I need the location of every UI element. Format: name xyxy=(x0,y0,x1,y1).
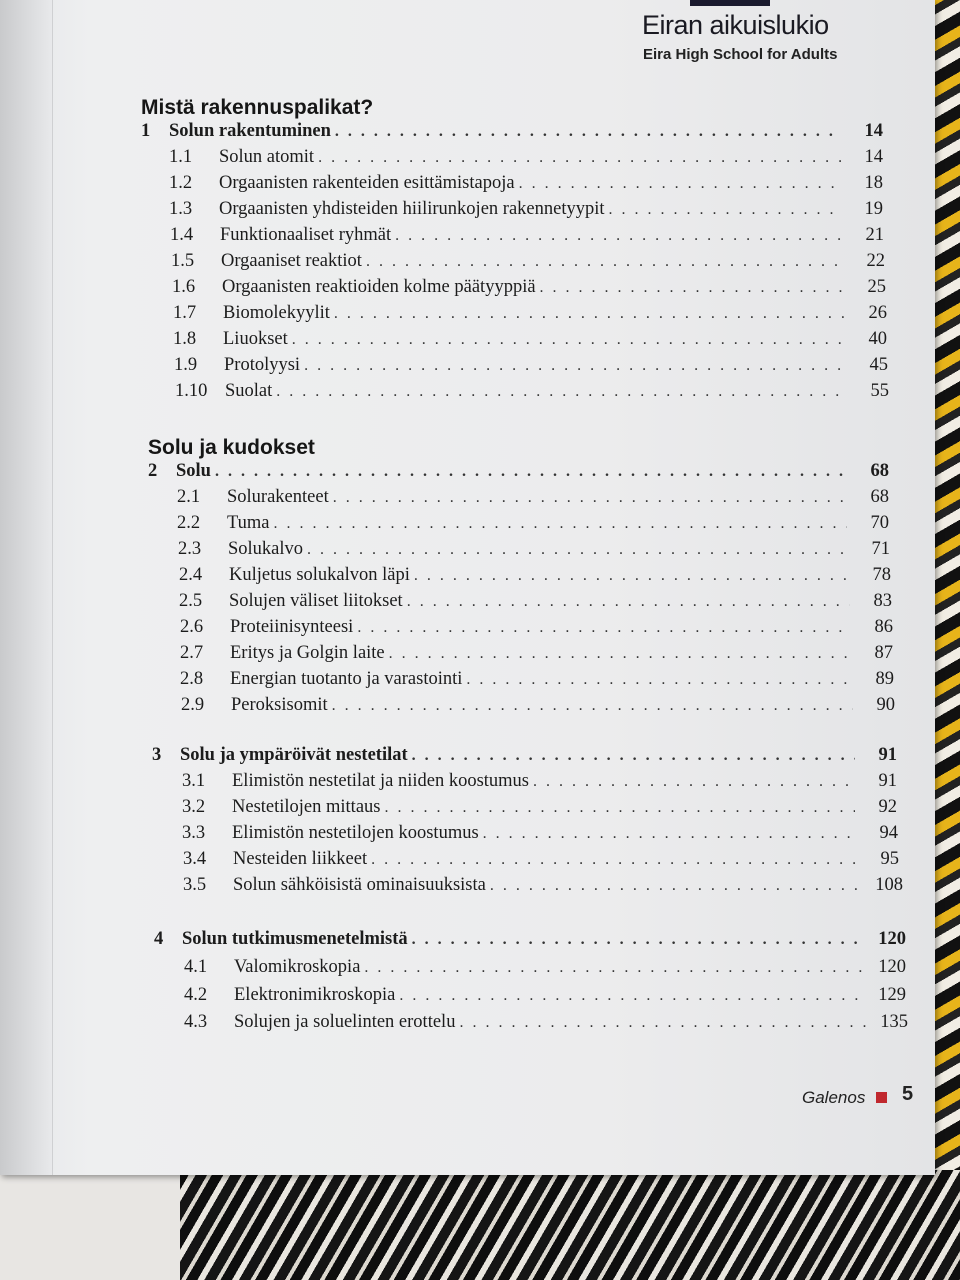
toc-entry-row[interactable] xyxy=(178,539,890,565)
entry-number: 2 xyxy=(148,461,158,481)
leader-dots xyxy=(335,123,841,141)
leader-dots xyxy=(357,619,851,637)
leader-dots xyxy=(395,227,842,245)
entry-number: 1.2 xyxy=(169,173,193,193)
entry-number: 4.2 xyxy=(184,985,208,1005)
toc-entry-row[interactable] xyxy=(182,797,897,823)
toc-entry-row[interactable] xyxy=(183,849,899,875)
entry-number: 3.3 xyxy=(182,823,206,843)
entry-page: 68 xyxy=(870,487,889,507)
entry-page: 94 xyxy=(879,823,898,843)
leader-dots xyxy=(318,149,841,167)
toc-chapter-row[interactable] xyxy=(148,461,889,487)
entry-page: 71 xyxy=(871,539,890,559)
entry-label: Suolat xyxy=(225,381,273,401)
leader-dots xyxy=(334,305,845,323)
leader-dots xyxy=(276,383,847,401)
entry-page: 25 xyxy=(867,277,886,297)
entry-label: Valomikroskopia xyxy=(234,957,361,977)
entry-page: 19 xyxy=(864,199,883,219)
entry-number: 1.3 xyxy=(169,199,193,219)
entry-label: Nesteiden liikkeet xyxy=(233,849,368,869)
entry-label: Solun tutkimusmenetelmistä xyxy=(182,929,408,949)
entry-number: 2.5 xyxy=(179,591,203,611)
entry-number: 4.3 xyxy=(184,1012,208,1032)
entry-page: 129 xyxy=(878,985,906,1005)
leader-dots xyxy=(274,515,847,533)
entry-page: 78 xyxy=(872,565,891,585)
leader-dots xyxy=(412,931,864,949)
fabric-background-bottom xyxy=(180,1170,960,1280)
entry-page: 89 xyxy=(875,669,894,689)
entry-label: Funktionaaliset ryhmät xyxy=(220,225,392,245)
entry-number: 1 xyxy=(141,121,151,141)
entry-number: 3.5 xyxy=(183,875,207,895)
toc-entry-row[interactable] xyxy=(184,985,906,1011)
logo-subtitle: Eira High School for Adults xyxy=(643,46,838,63)
leader-dots xyxy=(292,331,845,349)
entry-number: 1.6 xyxy=(172,277,196,297)
entry-label: Biomolekyylit xyxy=(223,303,330,323)
entry-label: Kuljetus solukalvon läpi xyxy=(229,565,410,585)
logo-mark xyxy=(690,0,770,6)
leader-dots xyxy=(389,645,851,663)
entry-page: 91 xyxy=(878,745,897,765)
page-gutter xyxy=(0,0,53,1175)
entry-number: 3.1 xyxy=(182,771,206,791)
leader-dots xyxy=(364,959,864,977)
entry-page: 45 xyxy=(869,355,888,375)
toc-entry-row[interactable] xyxy=(180,617,893,643)
toc-entry-row[interactable] xyxy=(182,771,897,797)
leader-dots xyxy=(414,567,849,585)
leader-dots xyxy=(307,541,848,559)
entry-label: Liuokset xyxy=(223,329,288,349)
entry-number: 2.8 xyxy=(180,669,204,689)
entry-page: 26 xyxy=(868,303,887,323)
leader-dots xyxy=(215,463,847,481)
toc-entry-row[interactable] xyxy=(171,251,885,277)
entry-number: 2.6 xyxy=(180,617,204,637)
entry-number: 1.5 xyxy=(171,251,195,271)
entry-page: 83 xyxy=(873,591,892,611)
entry-label: Protolyysi xyxy=(224,355,301,375)
entry-page: 14 xyxy=(864,147,883,167)
entry-page: 40 xyxy=(868,329,887,349)
entry-label: Solujen ja soluelinten erottelu xyxy=(234,1012,456,1032)
leader-dots xyxy=(407,593,850,611)
toc-entry-row[interactable] xyxy=(169,147,883,173)
entry-number: 2.4 xyxy=(179,565,203,585)
entry-page: 68 xyxy=(870,461,889,481)
entry-page: 90 xyxy=(876,695,895,715)
entry-label: Solun sähköisistä ominaisuuksista xyxy=(233,875,486,895)
toc-entry-row[interactable] xyxy=(179,591,892,617)
entry-label: Elektronimikroskopia xyxy=(234,985,396,1005)
leader-dots xyxy=(385,799,856,817)
entry-label: Solun rakentuminen xyxy=(169,121,331,141)
leader-dots xyxy=(466,671,852,689)
toc-chapter-row[interactable] xyxy=(141,121,883,147)
leader-dots xyxy=(459,1014,866,1032)
leader-dots xyxy=(519,175,841,193)
entry-page: 70 xyxy=(870,513,889,533)
entry-label: Solu ja ympäröivät nestetilat xyxy=(180,745,408,765)
leader-dots xyxy=(332,697,853,715)
entry-number: 4.1 xyxy=(184,957,208,977)
entry-page: 55 xyxy=(870,381,889,401)
leader-dots xyxy=(371,851,857,869)
toc-entry-row[interactable] xyxy=(181,695,895,721)
entry-number: 1.4 xyxy=(170,225,194,245)
entry-label: Peroksisomit xyxy=(231,695,328,715)
toc-entry-row[interactable] xyxy=(169,199,883,225)
toc-chapter-row[interactable] xyxy=(152,745,897,771)
toc-entry-row[interactable] xyxy=(179,565,891,591)
leader-dots xyxy=(333,489,847,507)
entry-number: 2.7 xyxy=(180,643,204,663)
entry-number: 2.9 xyxy=(181,695,205,715)
entry-page: 135 xyxy=(880,1012,908,1032)
toc-chapter-row[interactable] xyxy=(154,929,906,955)
entry-page: 108 xyxy=(875,875,903,895)
entry-page: 14 xyxy=(864,121,883,141)
leader-dots xyxy=(540,279,844,297)
entry-page: 92 xyxy=(878,797,897,817)
toc-entry-row[interactable] xyxy=(177,513,889,539)
toc-entry-row[interactable] xyxy=(174,355,888,381)
entry-page: 87 xyxy=(874,643,893,663)
toc-entry-row[interactable] xyxy=(184,1012,908,1038)
entry-page: 86 xyxy=(874,617,893,637)
entry-number: 1.9 xyxy=(174,355,198,375)
entry-label: Solu xyxy=(176,461,211,481)
leader-dots xyxy=(412,747,855,765)
toc-entry-row[interactable] xyxy=(180,669,894,695)
toc-entry-row[interactable] xyxy=(184,957,906,983)
toc-entry-row[interactable] xyxy=(172,277,886,303)
leader-dots xyxy=(490,877,861,895)
section-title: Solu ja kudokset xyxy=(148,436,315,459)
entry-number: 1.1 xyxy=(169,147,193,167)
entry-label: Nestetilojen mittaus xyxy=(232,797,381,817)
entry-label: Tuma xyxy=(227,513,270,533)
entry-page: 21 xyxy=(865,225,884,245)
entry-label: Solujen väliset liitokset xyxy=(229,591,403,611)
entry-page: 18 xyxy=(864,173,883,193)
section-title: Mistä rakennuspalikat? xyxy=(141,96,374,119)
toc-entry-row[interactable] xyxy=(175,381,889,407)
entry-page: 120 xyxy=(878,929,906,949)
accent-square-icon xyxy=(876,1092,887,1103)
entry-number: 3 xyxy=(152,745,162,765)
leader-dots xyxy=(609,201,841,219)
entry-label: Solurakenteet xyxy=(227,487,329,507)
entry-page: 95 xyxy=(880,849,899,869)
entry-label: Orgaanisten reaktioiden kolme päätyyppiä xyxy=(222,277,536,297)
entry-label: Eritys ja Golgin laite xyxy=(230,643,385,663)
entry-number: 2.2 xyxy=(177,513,201,533)
toc-entry-row[interactable] xyxy=(169,173,883,199)
leader-dots xyxy=(483,825,856,843)
publisher-name: Galenos xyxy=(802,1088,866,1107)
logo-title: Eiran aikuislukio xyxy=(642,10,829,40)
entry-label: Orgaanisten rakenteiden esittämistapoja xyxy=(219,173,515,193)
entry-label: Elimistön nestetilojen koostumus xyxy=(232,823,479,843)
entry-label: Solun atomit xyxy=(219,147,315,167)
leader-dots xyxy=(399,987,864,1005)
entry-page: 22 xyxy=(866,251,885,271)
entry-page: 120 xyxy=(878,957,906,977)
toc-entry-row[interactable] xyxy=(183,875,903,901)
entry-number: 1.7 xyxy=(173,303,197,323)
toc-entry-row[interactable] xyxy=(182,823,898,849)
entry-label: Energian tuotanto ja varastointi xyxy=(230,669,463,689)
entry-number: 2.1 xyxy=(177,487,201,507)
entry-page: 91 xyxy=(878,771,897,791)
entry-label: Solukalvo xyxy=(228,539,304,559)
entry-number: 3.4 xyxy=(183,849,207,869)
toc-entry-row[interactable] xyxy=(170,225,884,251)
page-number: 5 xyxy=(902,1083,914,1105)
leader-dots xyxy=(304,357,846,375)
entry-number: 1.10 xyxy=(175,381,208,401)
entry-label: Proteiinisynteesi xyxy=(230,617,354,637)
entry-number: 1.8 xyxy=(173,329,197,349)
toc-entry-row[interactable] xyxy=(173,303,887,329)
entry-label: Elimistön nestetilat ja niiden koostumus xyxy=(232,771,530,791)
leader-dots xyxy=(533,773,855,791)
toc-entry-row[interactable] xyxy=(173,329,887,355)
table-surface xyxy=(0,1170,200,1280)
entry-label: Orgaanisten yhdisteiden hiilirunkojen rakennetyypit xyxy=(219,199,605,219)
entry-number: 4 xyxy=(154,929,164,949)
toc-entry-row[interactable] xyxy=(180,643,893,669)
entry-number: 2.3 xyxy=(178,539,202,559)
entry-number: 3.2 xyxy=(182,797,206,817)
leader-dots xyxy=(366,253,843,271)
toc-entry-row[interactable] xyxy=(177,487,889,513)
entry-label: Orgaaniset reaktiot xyxy=(221,251,362,271)
